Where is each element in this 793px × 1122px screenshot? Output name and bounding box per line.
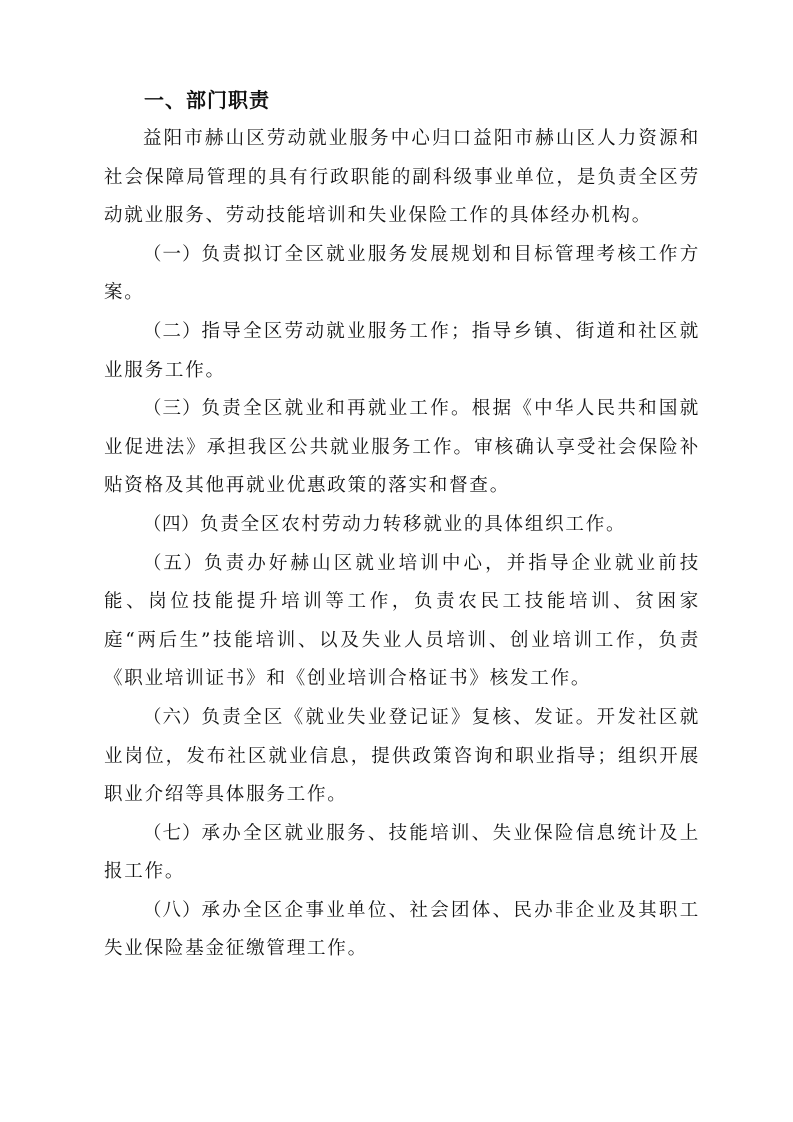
- duty-text: 指导全区劳动就业服务工作；指导乡镇、街道和社区就业服务工作。: [104, 320, 700, 381]
- duty-number: （八）: [143, 899, 202, 921]
- duty-item-1: [104, 236, 700, 313]
- duty-text: 负责全区《就业失业登记证》复核、发证。开发社区就业岗位，发布社区就业信息，提供政策咨询和职业指导；组织开展职业介绍等具体服务工作。: [104, 706, 700, 806]
- duty-number: （五）: [143, 552, 204, 574]
- duty-number: （一）: [143, 243, 202, 265]
- duty-text: 负责拟订全区就业服务发展规划和目标管理考核工作方案。: [104, 243, 700, 304]
- duty-item-8: [104, 892, 700, 969]
- duty-item-6: [104, 699, 700, 815]
- duty-number: （三）: [143, 398, 202, 420]
- duty-item-7: [104, 815, 700, 892]
- section-heading: 一、部门职责: [144, 88, 270, 112]
- duty-number: （二）: [143, 320, 202, 342]
- section-body: [104, 120, 700, 969]
- duty-text: 承办全区企事业单位、社会团体、民办非企业及其职工失业保险基金征缴管理工作。: [104, 899, 700, 960]
- duty-text: 负责办好赫山区就业培训中心，并指导企业就业前技能、岗位技能提升培训等工作，负责农民工技能培训、贫困家庭“两后生”技能培训、以及失业人员培训、创业培训工作，负责《职业培训证书》和《创业培训合格证书》核发工作。: [104, 552, 700, 690]
- duty-number: （四）: [143, 513, 201, 535]
- duty-number: （七）: [143, 822, 202, 844]
- duty-number: （六）: [143, 706, 202, 728]
- intro-paragraph: 益阳市赫山区劳动就业服务中心归口益阳市赫山区人力资源和社会保障局管理的具有行政职能的副科级事业单位，是负责全区劳动就业服务、劳动技能培训和失业保险工作的具体经办机构。: [104, 128, 700, 227]
- duty-item-4: [104, 506, 700, 545]
- duty-text: 承办全区就业服务、技能培训、失业保险信息统计及上报工作。: [104, 822, 700, 883]
- duty-item-5: [104, 545, 700, 699]
- duty-text: 负责全区农村劳动力转移就业的具体组织工作。: [200, 513, 627, 535]
- duty-item-3: [104, 390, 700, 506]
- duty-text: 负责全区就业和再就业工作。根据《中华人民共和国就业促进法》承担我区公共就业服务工作。审核确认享受社会保险补贴资格及其他再就业优惠政策的落实和督查。: [104, 398, 700, 497]
- duty-item-2: [104, 313, 700, 390]
